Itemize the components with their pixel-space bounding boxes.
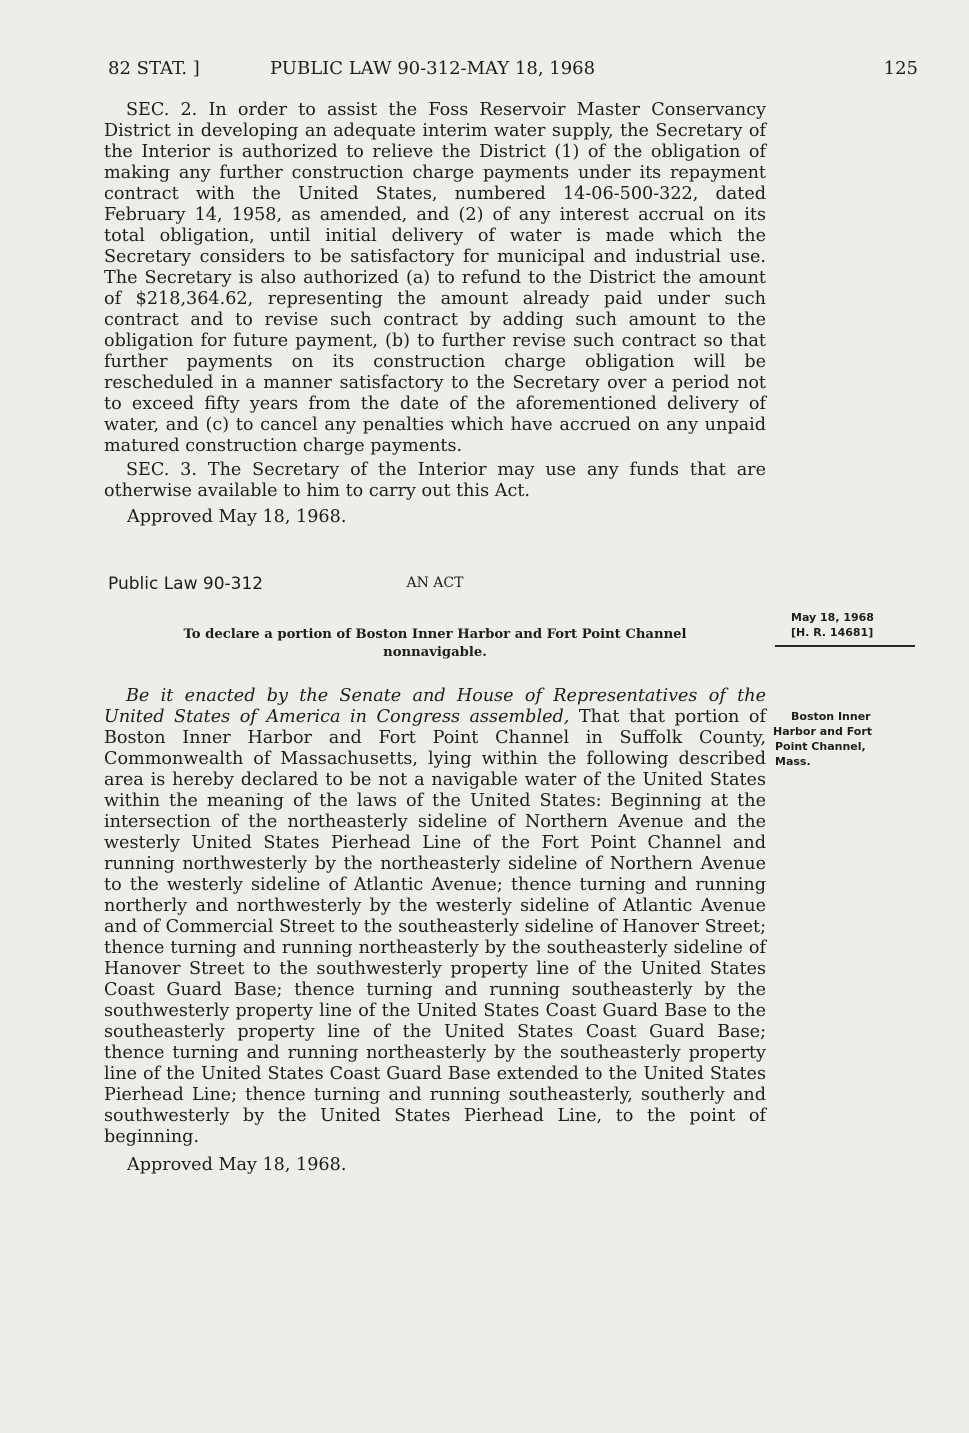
margin-topic-line-1: Boston Inner <box>791 710 871 723</box>
margin-date: May 18, 1968 <box>791 611 874 624</box>
section-3-text: The Secretary of the Interior may use any funds that are otherwise available to him to carry out this Act. <box>104 460 766 501</box>
approval-date-2: Approved May 18, 1968. <box>127 1155 347 1175</box>
section-2-text: In order to assist the Foss Reservoir Master Conservancy District in developing an adequate interim water supply, the Secretary of the Interior is authorized to relieve the District (1) of the obligation of making any further construction charge payments under its repayment contract with the United States, numbered 14-06-500-322, dated February 14, 1958, as amended, and (2) of any interest accrual on its total obligation, until initial delivery of water is made which the Secretary considers to be satisfactory for municipal and industrial use. The Secretary is also authorized (a) to refund to the District the amount of $218,364.62, representing the amount already paid under such contract and to revise such contract by adding such amount to the obligation for future payment, (b) to further revise such contract so that further payments on its construction charge obligation will be rescheduled in a manner satisfactory to the Secretary over a period not to exceed fifty years from the date of the aforementioned delivery of water, and (c) to cancel any penalties which have accrued on any unpaid matured construction charge payments. <box>104 100 767 456</box>
margin-note-date <box>791 610 941 640</box>
approval-date-1: Approved May 18, 1968. <box>127 507 347 527</box>
act-title <box>104 626 766 662</box>
section-2-label: SEC. 2. <box>126 100 198 120</box>
margin-bill-number: [H. R. 14681] <box>791 626 874 639</box>
act-body <box>104 686 766 1148</box>
act-body-text: That that portion of Boston Inner Harbor and Fort Point Channel in Suffolk County, Commonwealth of Massachusetts, lying within the following described area is hereby declared to be not a navigable water of the United States within the meaning of the laws of the United States: Beginning at the intersection of the northeasterly sideline of Northern Avenue and the westerly United States Pierhead Line of the Fort Point Channel and running northwesterly by the northeasterly sideline of Northern Avenue to the westerly sideline of Atlantic Avenue; thence turning and running northerly and northwesterly by the westerly sideline of Atlantic Avenue and of Commercial Street to the southeasterly sideline of Hanover Street; thence turning and running northeasterly by the southeasterly sideline of Hanover Street to the southwesterly property line of the United States Coast Guard Base; thence turning and running southeasterly by the southwesterly property line of the United States Coast Guard Base to the southeasterly property line of the United States Coast Guard Base; thence turning and running northeasterly by the southeasterly property line of the United States Coast Guard Base extended to the United States Pierhead Line; thence turning and running southeasterly, southerly and southwesterly by the United States Pierhead Line, to the point of beginning. <box>104 707 767 1147</box>
enacting-clause: Be it enacted by the Senate and House of Representatives of the United States of America in Congress assembled, <box>104 686 766 727</box>
act-title-line-2: nonnavigable. <box>383 645 487 660</box>
running-title: PUBLIC LAW 90-312-MAY 18, 1968 <box>270 58 596 79</box>
act-title-line-1: To declare a portion of Boston Inner Harbor and Fort Point Channel <box>183 627 687 642</box>
section-3-label: SEC. 3. <box>126 460 197 480</box>
margin-topic-line-4: Mass. <box>775 755 811 768</box>
an-act-heading: AN ACT <box>406 575 464 591</box>
margin-topic-line-3: Point Channel, <box>775 740 866 753</box>
section-2 <box>104 100 766 457</box>
page-header <box>108 58 918 82</box>
margin-note-topic <box>773 709 923 769</box>
page-number: 125 <box>883 58 918 79</box>
margin-topic-line-2: Harbor and Fort <box>773 725 873 738</box>
margin-divider <box>775 645 915 647</box>
public-law-number: Public Law 90-312 <box>108 574 264 594</box>
section-3 <box>104 460 766 502</box>
statute-reference: 82 STAT. ] <box>108 58 200 79</box>
